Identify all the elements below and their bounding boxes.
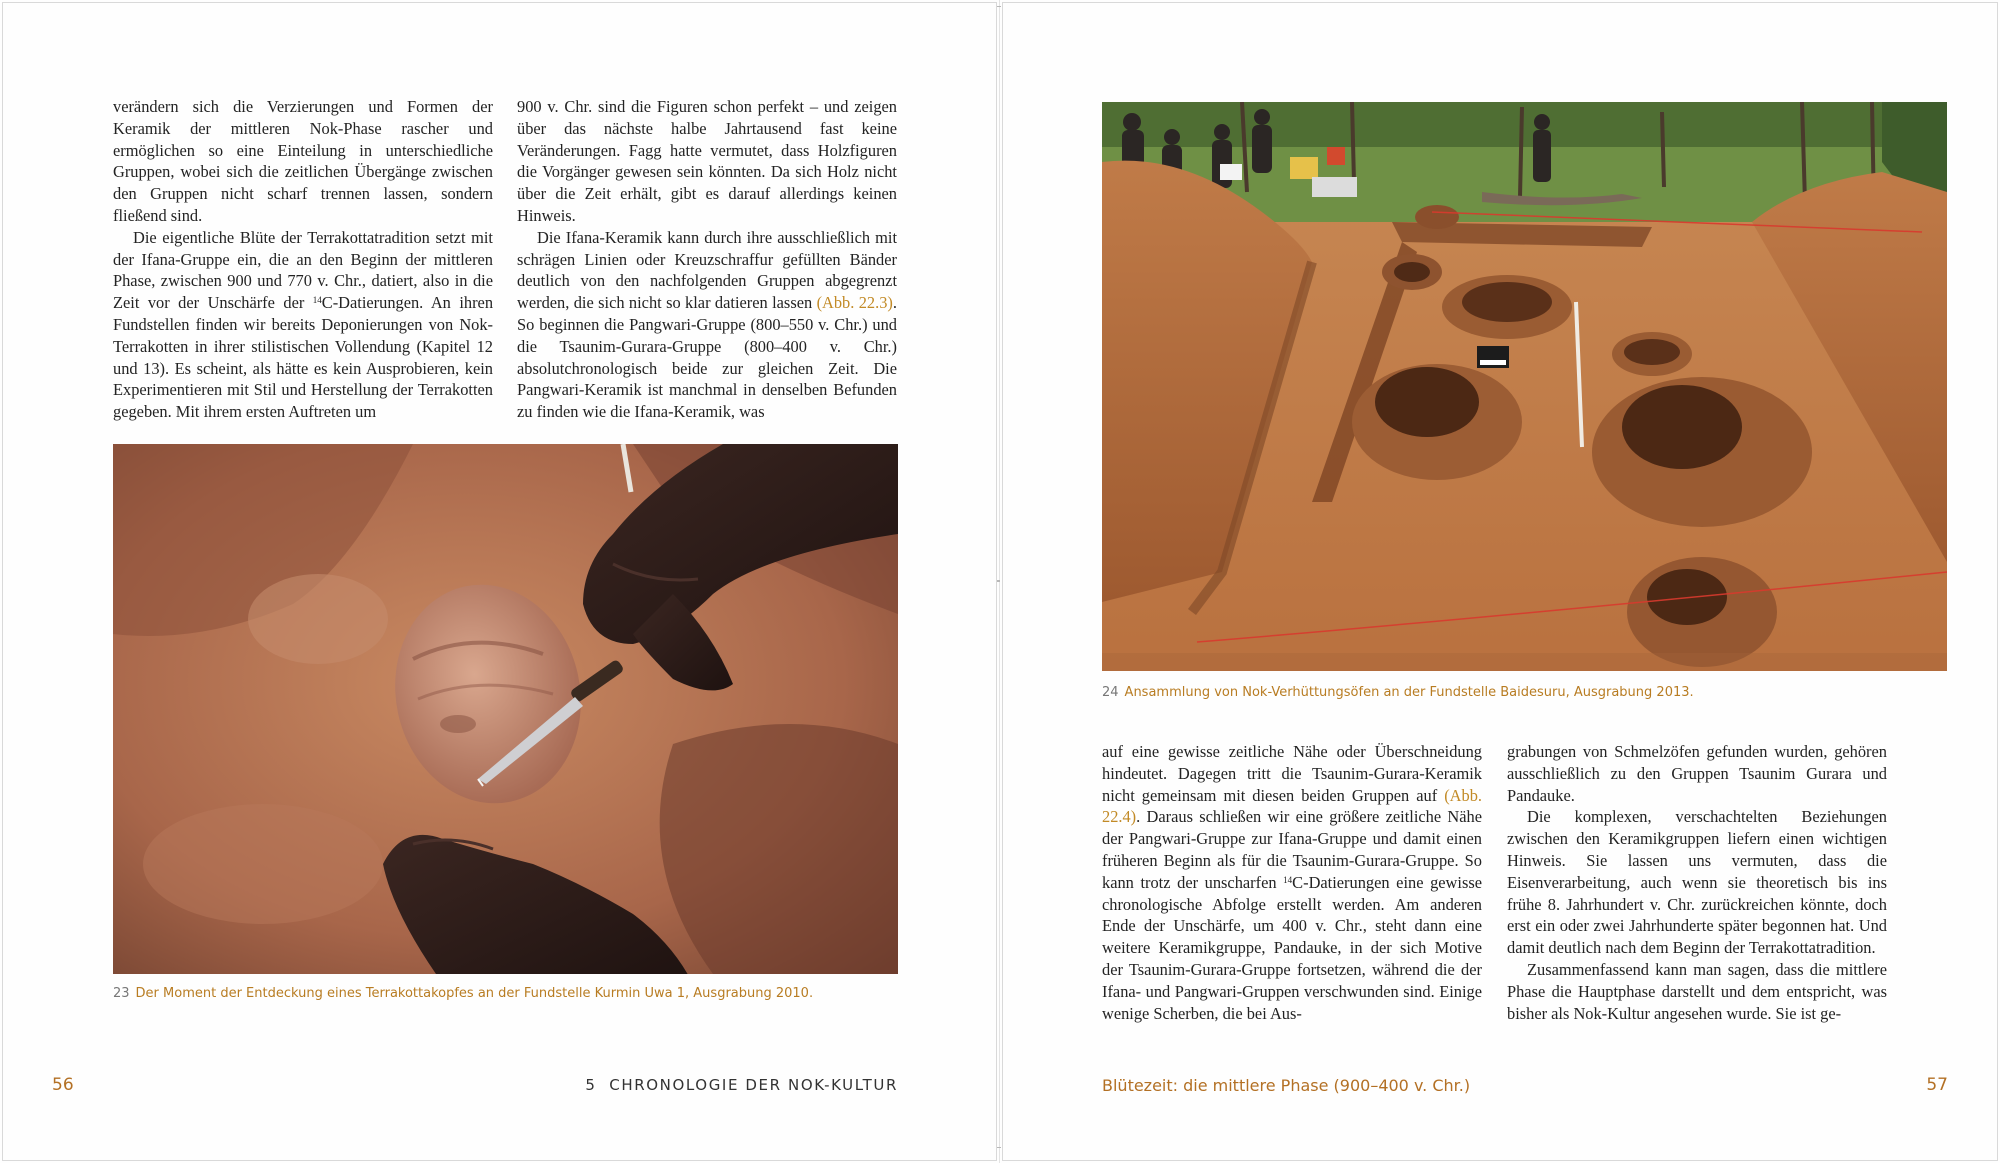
- figure-23-caption-text: Der Moment der Entdeckung eines Terrakottakopfes an der Fundstelle Kurmin Uwa 1, Ausgrabung 2010.: [135, 986, 814, 1001]
- figure-24-caption-text: Ansammlung von Nok-Verhüttungsöfen an der Fundstelle Baidesuru, Ausgrabung 2013.: [1124, 685, 1694, 700]
- page-number-left: 56: [52, 1075, 74, 1095]
- right-column-2: [1507, 741, 1887, 1024]
- figure-reference: (Abb. 22.3): [816, 293, 893, 313]
- right-page: [1000, 0, 2000, 1163]
- paragraph: Die komplexen, verschachtelten Beziehungen zwischen den Keramikgruppen liefern einen wichtigen Hinweis. Sie lassen uns vermuten, dass die Eisenverarbeitung, auch wenn sie theoretisch bis ins frühe 8. Jahrhundert v. Chr. zurückreichen könnte, doch erst ein oder zwei Jahrhunderte später begonnen hat. Und damit deutlich nach dem Beginn der Terrakottatradition.: [1507, 807, 1887, 958]
- figure-reference: (Abb. 22.4): [1102, 785, 1482, 827]
- running-head-left: [585, 1076, 898, 1094]
- paragraph: 900 v. Chr. sind die Figuren schon perfekt – und zeigen über das nächste halbe Jahrtausend fast keine Veränderungen. Fagg hatte vermutet, dass Holzfiguren die Vorgänger gewesen sein könnten. Da sich Holz nicht über die Zeit erhält, gibt es darauf allerdings keinen Hinweis.: [517, 97, 897, 225]
- paragraph: grabungen von Schmelzöfen gefunden wurden, gehören ausschließlich zu den Gruppen Tsaunim Gurara und Pandauke.: [1507, 742, 1887, 805]
- paragraph: Die Ifana-Keramik kann durch ihre ausschließlich mit schrägen Linien oder Kreuzschraffur gefüllten Bänder deutlich von den nachfolgenden Gruppen abgegrenzt werden, die sich nicht so klar datieren lassen (Abb. 22.3). So beginnen die Pangwari-Gruppe (800–550 v. Chr.) und die Tsaunim-Gurara-Gruppe (800–400 v. Chr.) absolutchronologisch beide zur gleichen Zeit. Die Pangwari-Keramik ist manchmal in denselben Befunden zu finden wie die Ifana-Keramik, was: [517, 227, 897, 422]
- figure-23-number: 23: [113, 986, 130, 1001]
- left-column-2: [517, 96, 897, 423]
- superscript: 14: [312, 295, 322, 306]
- figure-24-photo: [1102, 102, 1947, 671]
- crop-mark: [997, 6, 1001, 7]
- figure-23-caption: [113, 985, 813, 1003]
- running-head-right: Blütezeit: die mittlere Phase (900–400 v. Chr.): [1102, 1076, 1471, 1095]
- paragraph: auf eine gewisse zeitliche Nähe oder Überschneidung hindeutet. Dagegen tritt die Tsaunim-Gurara-Keramik nicht gemeinsam mit diesen beiden Gruppen auf (Abb. 22.4). Daraus schließen wir eine größere zeitliche Nähe der Pangwari-Gruppe zur Ifana-Gruppe und damit einen früheren Beginn als für die Tsaunim-Gurara-Gruppe. So kann trotz der unscharfen $^{14}$C-Datierungen eine gewisse chronologische Abfolge erstellt werden. Am anderen Ende der Unschärfe, um 400 v. Chr., steht dann eine weitere Keramikgruppe, Pandauke, in der sich Motive der Tsaunim-Gurara-Gruppe fortsetzen, während die der Ifana- und Pangwari-Gruppen verschwunden sind. Einige wenige Scherben, die bei Aus-: [1102, 742, 1482, 1023]
- figure-23-photo: [113, 444, 898, 974]
- paragraph: verändern sich die Verzierungen und Formen der Keramik der mittleren Nok-Phase rascher und ermöglichen so eine Einteilung in unterschiedliche Gruppen, wobei sich die zeitlichen Übergänge zwischen den Gruppen nicht scharf trennen lassen, sondern fließend sind.: [113, 97, 493, 225]
- page-number-right: 57: [1926, 1075, 1948, 1095]
- figure-24-number: 24: [1102, 685, 1119, 700]
- crop-mark: [997, 1147, 1001, 1148]
- superscript: 14: [1283, 874, 1293, 885]
- right-column-1: [1102, 741, 1482, 1024]
- running-head-chapter-title: CHRONOLOGIE DER NOK-KULTUR: [609, 1076, 898, 1094]
- figure-24-caption: [1102, 684, 1694, 702]
- left-column-1: [113, 96, 493, 423]
- paragraph: Die eigentliche Blüte der Terrakottatradition setzt mit der Ifana-Gruppe ein, die an den Beginn der mittleren Phase, zwischen 900 und 770 v. Chr., datiert, also in die Zeit vor der Unschärfe der $^{14}$C-Datierungen. An ihren Fundstellen finden wir bereits Deponierungen von Nok-Terrakotten in ihrer stilistischen Vollendung (Kapitel 12 und 13). Es scheint, als hätte es kein Ausprobieren, kein Experimentieren mit Stil und Herstellung der Terrakotten gegeben. Mit ihrem ersten Auftreten um: [113, 227, 494, 422]
- paragraph: Zusammenfassend kann man sagen, dass die mittlere Phase die Hauptphase darstellt und dem entspricht, was bisher als Nok-Kultur angesehen wurde. Sie ist ge-: [1507, 959, 1887, 1023]
- running-head-chapter-number: 5: [585, 1076, 597, 1094]
